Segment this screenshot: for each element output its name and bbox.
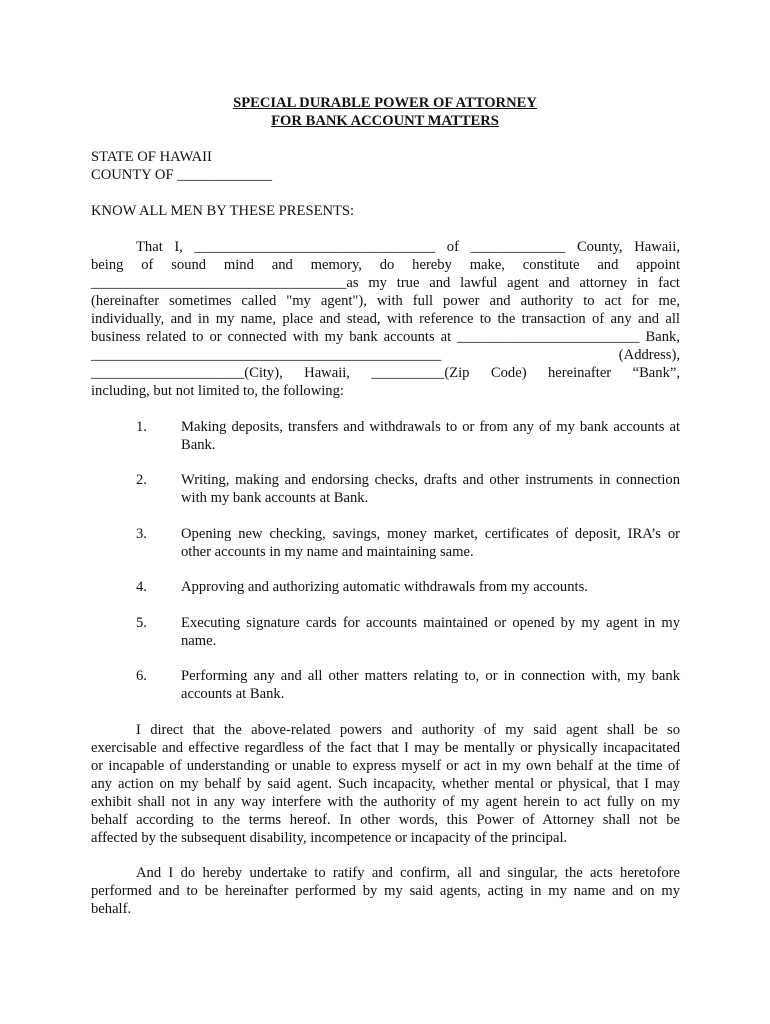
intro-line: being of sound mind and memory, do hereby make, constitute and appoint bbox=[91, 257, 680, 273]
list-item-text: Executing signature cards for accounts maintained or opened by my agent in my bbox=[181, 615, 680, 631]
list-item-text: with my bank accounts at Bank. bbox=[181, 490, 369, 506]
document-title-line-1: SPECIAL DURABLE POWER OF ATTORNEY bbox=[233, 95, 537, 111]
list-item-text: name. bbox=[181, 633, 217, 649]
list-item-text: Performing any and all other matters relating to, or in connection with, my bank bbox=[181, 668, 680, 684]
know-all-heading: KNOW ALL MEN BY THESE PRESENTS: bbox=[91, 203, 355, 219]
list-item-text: Opening new checking, savings, money market, certificates of deposit, IRA’s or bbox=[181, 526, 680, 542]
direction-line: I direct that the above-related powers and authority of my said agent shall be so bbox=[136, 722, 680, 738]
state-line: STATE OF HAWAII bbox=[91, 149, 212, 165]
address-label: (Address), bbox=[618, 347, 680, 363]
list-item-text: other accounts in my name and maintaining same. bbox=[181, 544, 474, 560]
ratify-line: And I do hereby undertake to ratify and confirm, all and singular, the acts heretofore bbox=[136, 865, 680, 881]
direction-line: exercisable and effective regardless of the fact that I may be mentally or physically incapacitated bbox=[91, 740, 680, 756]
county-line: COUNTY OF _____________ bbox=[91, 167, 273, 183]
list-item-number: 5. bbox=[136, 615, 147, 631]
ratify-line: performed and to be hereinafter performed by my said agents, acting in my name and on my bbox=[91, 883, 680, 899]
list-item-number: 4. bbox=[136, 579, 147, 595]
list-item-text: Writing, making and endorsing checks, drafts and other instruments in connection bbox=[181, 472, 680, 488]
intro-line: That I, _________________________________ of _____________ County, Hawaii, bbox=[136, 239, 680, 255]
list-item-number: 3. bbox=[136, 526, 147, 542]
intro-line: ___________________________________as my true and lawful agent and attorney in fact bbox=[91, 275, 680, 291]
list-item-text: Approving and authorizing automatic withdrawals from my accounts. bbox=[181, 579, 588, 595]
intro-line: business related to or connected with my bank accounts at _________________________ Bank, bbox=[91, 329, 680, 345]
list-item-number: 2. bbox=[136, 472, 147, 488]
address-blank: ________________________________________________ bbox=[91, 347, 442, 363]
intro-line: _____________________(City), Hawaii, __________(Zip Code) hereinafter “Bank”, bbox=[91, 365, 680, 381]
intro-line: including, but not limited to, the following: bbox=[91, 383, 344, 399]
list-item-text: Bank. bbox=[181, 437, 216, 453]
list-item-number: 6. bbox=[136, 668, 147, 684]
direction-line: affected by the subsequent disability, incompetence or incapacity of the principal. bbox=[91, 830, 568, 846]
direction-line: or incapable of understanding or unable to express myself or act in my own behalf at the time of bbox=[91, 758, 680, 774]
direction-line: behalf according to the terms hereof. In other words, this Power of Attorney shall not be bbox=[91, 812, 680, 828]
intro-line: (hereinafter sometimes called "my agent"), with full power and authority to act for me, bbox=[91, 293, 680, 309]
list-item-text: Making deposits, transfers and withdrawals to or from any of my bank accounts at bbox=[181, 419, 680, 435]
direction-line: any action on my behalf by said agent. Such incapacity, whether mental or physical, that I may bbox=[91, 776, 680, 792]
list-item-text: accounts at Bank. bbox=[181, 686, 285, 702]
ratify-line: behalf. bbox=[91, 901, 132, 917]
list-item-number: 1. bbox=[136, 419, 147, 435]
direction-line: exhibit shall not in any way interfere with the authority of my agent herein to act fully on my bbox=[91, 794, 680, 810]
document-title-line-2: FOR BANK ACCOUNT MATTERS bbox=[271, 113, 499, 129]
intro-line: individually, and in my name, place and stead, with reference to the transaction of any and all bbox=[91, 311, 680, 327]
